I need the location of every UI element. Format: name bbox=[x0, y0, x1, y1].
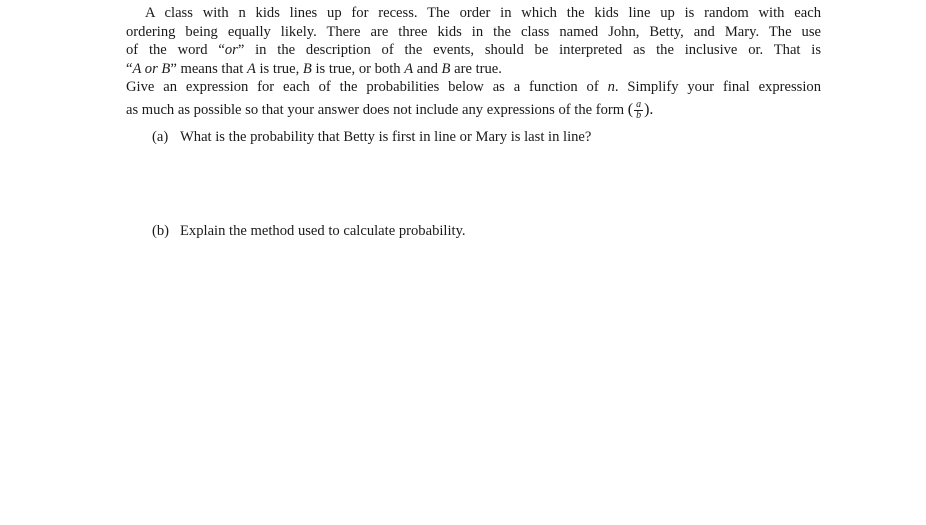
question-a-label: (a) bbox=[152, 129, 169, 145]
fraction-numerator: a bbox=[636, 98, 642, 110]
question-b bbox=[152, 222, 466, 240]
instructions-line-1: Give an expression for each of the probabilities below as a function of n. Simplify your final expression bbox=[126, 79, 821, 96]
fraction-close-paren: ). bbox=[644, 101, 654, 119]
intro-line-1: A class with n kids lines up for recess. The order in which the kids line up is random with each bbox=[145, 5, 821, 21]
intro-line-2: ordering being equally likely. There are three kids in the class named John, Betty, and Mary. The use bbox=[126, 23, 821, 40]
question-b-text: Explain the method used to calculate probability. bbox=[180, 223, 466, 239]
intro-line-3: of the word “or” in the description of the events, should be interpreted as the inclusive or. That is bbox=[126, 42, 822, 59]
question-a bbox=[152, 128, 591, 146]
fraction-open-paren: ( bbox=[627, 101, 634, 119]
intro-line-4: “A or B” means that A is true, B is true, or both A and B are true. bbox=[126, 60, 502, 77]
problem-statement bbox=[126, 4, 821, 121]
intro-paragraph bbox=[126, 4, 821, 78]
instructions-paragraph bbox=[126, 78, 821, 121]
fraction-denominator: b bbox=[636, 109, 642, 121]
question-b-label: (b) bbox=[152, 223, 170, 239]
fraction-a-over-b bbox=[634, 100, 643, 121]
instructions-line-2: as much as possible so that your answer does not include any expressions of the form ( $\frac{a}{b}$ ). bbox=[126, 98, 654, 121]
question-a-text: What is the probability that Betty is first in line or Mary is last in line? bbox=[180, 129, 592, 145]
